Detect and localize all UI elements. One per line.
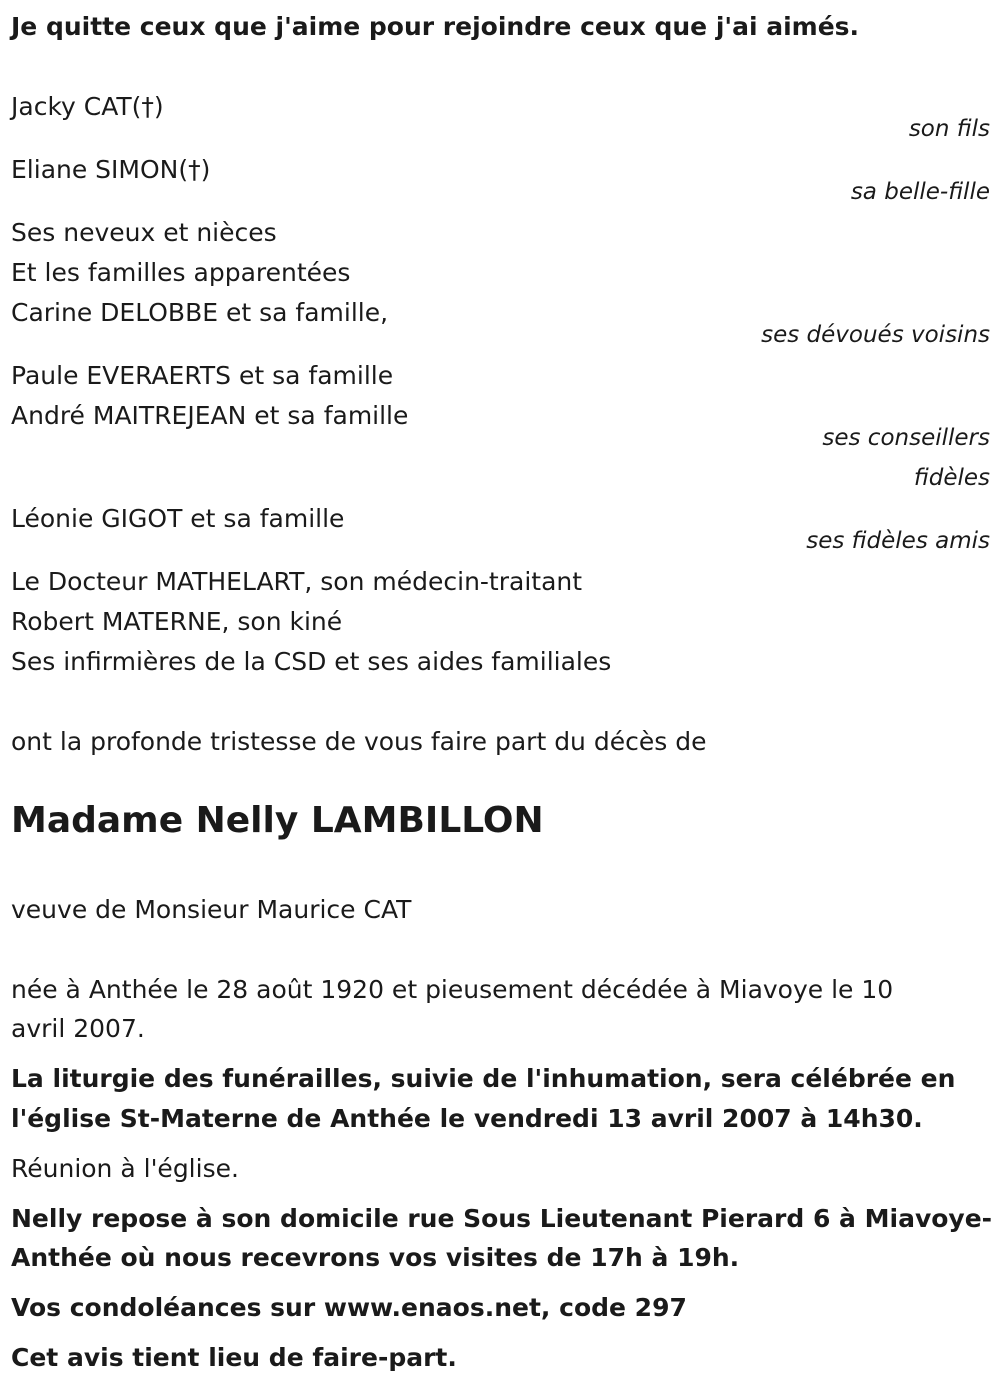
- line-physio: Robert MATERNE, son kiné: [11, 607, 343, 636]
- line-nurses: Ses infirmières de la CSD et ses aides familiales: [11, 647, 612, 676]
- role-advisors-1: ses conseillers: [822, 425, 990, 451]
- liturgy-line-1: La liturgie des funérailles, suivie de l'inhumation, sera célébrée en: [11, 1064, 956, 1093]
- line-doctor: Le Docteur MATHELART, son médecin-traitant: [11, 567, 583, 596]
- widow-of: veuve de Monsieur Maurice CAT: [11, 895, 412, 924]
- liturgy-line-2: l'église St-Materne de Anthée le vendredi 13 avril 2007 à 14h30.: [11, 1104, 923, 1133]
- name-carine: Carine DELOBBE et sa famille,: [11, 298, 389, 327]
- role-son: son fils: [908, 116, 990, 142]
- epigraph: Je quitte ceux que j'aime pour rejoindre ceux que j'ai aimés.: [11, 12, 860, 41]
- birth-death-line-1: née à Anthée le 28 août 1920 et pieusement décédée à Miavoye le 10: [11, 975, 894, 1004]
- name-jacky: Jacky CAT(†): [11, 92, 164, 121]
- name-leonie: Léonie GIGOT et sa famille: [11, 504, 345, 533]
- meeting: Réunion à l'église.: [11, 1154, 239, 1183]
- line-nephews: Ses neveux et nièces: [11, 218, 277, 247]
- role-advisors-2: fidèles: [913, 465, 990, 491]
- role-friends: ses fidèles amis: [806, 528, 990, 554]
- name-paule: Paule EVERAERTS et sa famille: [11, 361, 394, 390]
- repose-line-2: Anthée où nous recevrons vos visites de 17h à 19h.: [11, 1243, 740, 1272]
- role-daughter-in-law: sa belle-fille: [850, 179, 990, 205]
- deceased-name: Madame Nelly LAMBILLON: [11, 800, 544, 841]
- announcement: ont la profonde tristesse de vous faire part du décès de: [11, 727, 707, 756]
- role-neighbours: ses dévoués voisins: [761, 322, 990, 348]
- condolences: Vos condoléances sur www.enaos.net, code 297: [11, 1293, 687, 1322]
- birth-death-line-2: avril 2007.: [11, 1014, 145, 1043]
- line-families: Et les familles apparentées: [11, 258, 351, 287]
- repose-line-1: Nelly repose à son domicile rue Sous Lieutenant Pierard 6 à Miavoye-: [11, 1204, 993, 1233]
- name-eliane: Eliane SIMON(†): [11, 155, 211, 184]
- notice-line: Cet avis tient lieu de faire-part.: [11, 1343, 457, 1372]
- name-andre: André MAITREJEAN et sa famille: [11, 401, 409, 430]
